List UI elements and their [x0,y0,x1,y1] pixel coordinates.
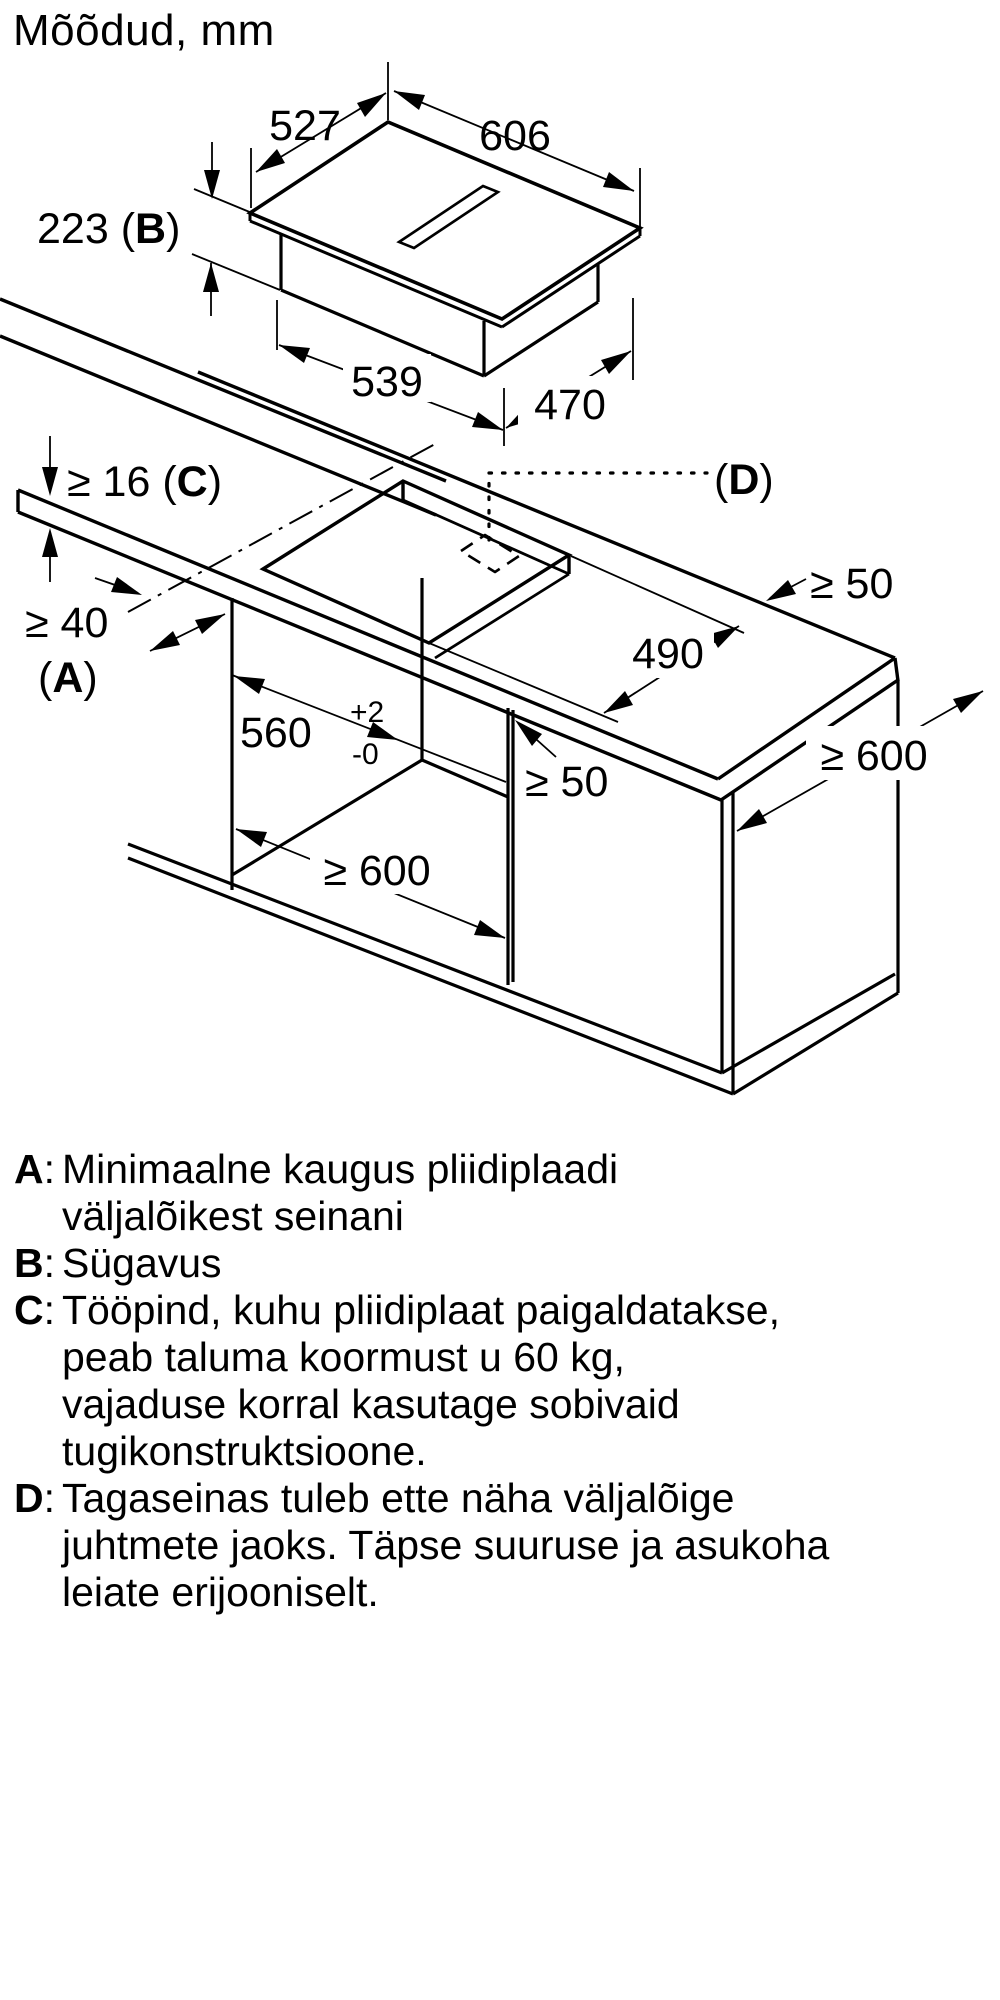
label-560: 560 [240,709,312,757]
label-600-right: ≥ 600 [820,732,928,780]
label-470: 470 [534,381,606,429]
label-490: 490 [632,630,704,678]
legend: A:Minimaalne kaugus pliidiplaadi väljalõikest seinani B:Sügavus C:Tööpind, kuhu pliidiplaat paigaldatakse, peab taluma koormust u 60 kg, vajaduse korral kasutage sobivaid tugikonstruktsioone. D:Tagaseinas tuleb ette näha väljalõige juhtmete jaoks. Täpse suuruse ja asukoha leiate erijooniselt. [14,1146,974,1616]
hob-glass-rim [250,213,640,327]
hob-isometric-drawing [250,122,640,376]
label-560-sup: +2 [350,696,385,729]
hob-vent-slot [399,186,498,248]
label-606: 606 [479,112,551,160]
label-527: 527 [269,102,341,150]
base-cabinet [128,578,898,1094]
dimension-50-top [766,579,806,601]
legend-entry-B: B:Sügavus [14,1240,222,1286]
label-40: ≥ 40 [25,599,109,647]
worktop-cabinet-drawing [0,299,898,1094]
label-560-sub: -0 [352,738,379,771]
label-223B: 223 (B) [37,205,181,253]
label-50-low: ≥ 50 [525,758,609,806]
dimension-16C [42,436,58,582]
hob-glass-top-face [250,122,640,319]
legend-entry-A: A:Minimaalne kaugus pliidiplaadi [14,1146,619,1192]
dimension-labels [25,102,942,895]
legend-entry-C: C:Tööpind, kuhu pliidiplaat paigaldatakse, [14,1287,781,1333]
label-50-top: ≥ 50 [810,560,894,608]
label-D: (D) [714,456,774,504]
label-600-left: ≥ 600 [323,847,431,895]
legend-entry-D: D:Tagaseinas tuleb ette näha väljalõige [14,1475,735,1521]
page-title: Mõõdud, mm [13,6,275,55]
label-A: (A) [38,654,98,702]
label-539: 539 [351,358,423,406]
label-16C: ≥ 16 (C) [67,458,223,506]
